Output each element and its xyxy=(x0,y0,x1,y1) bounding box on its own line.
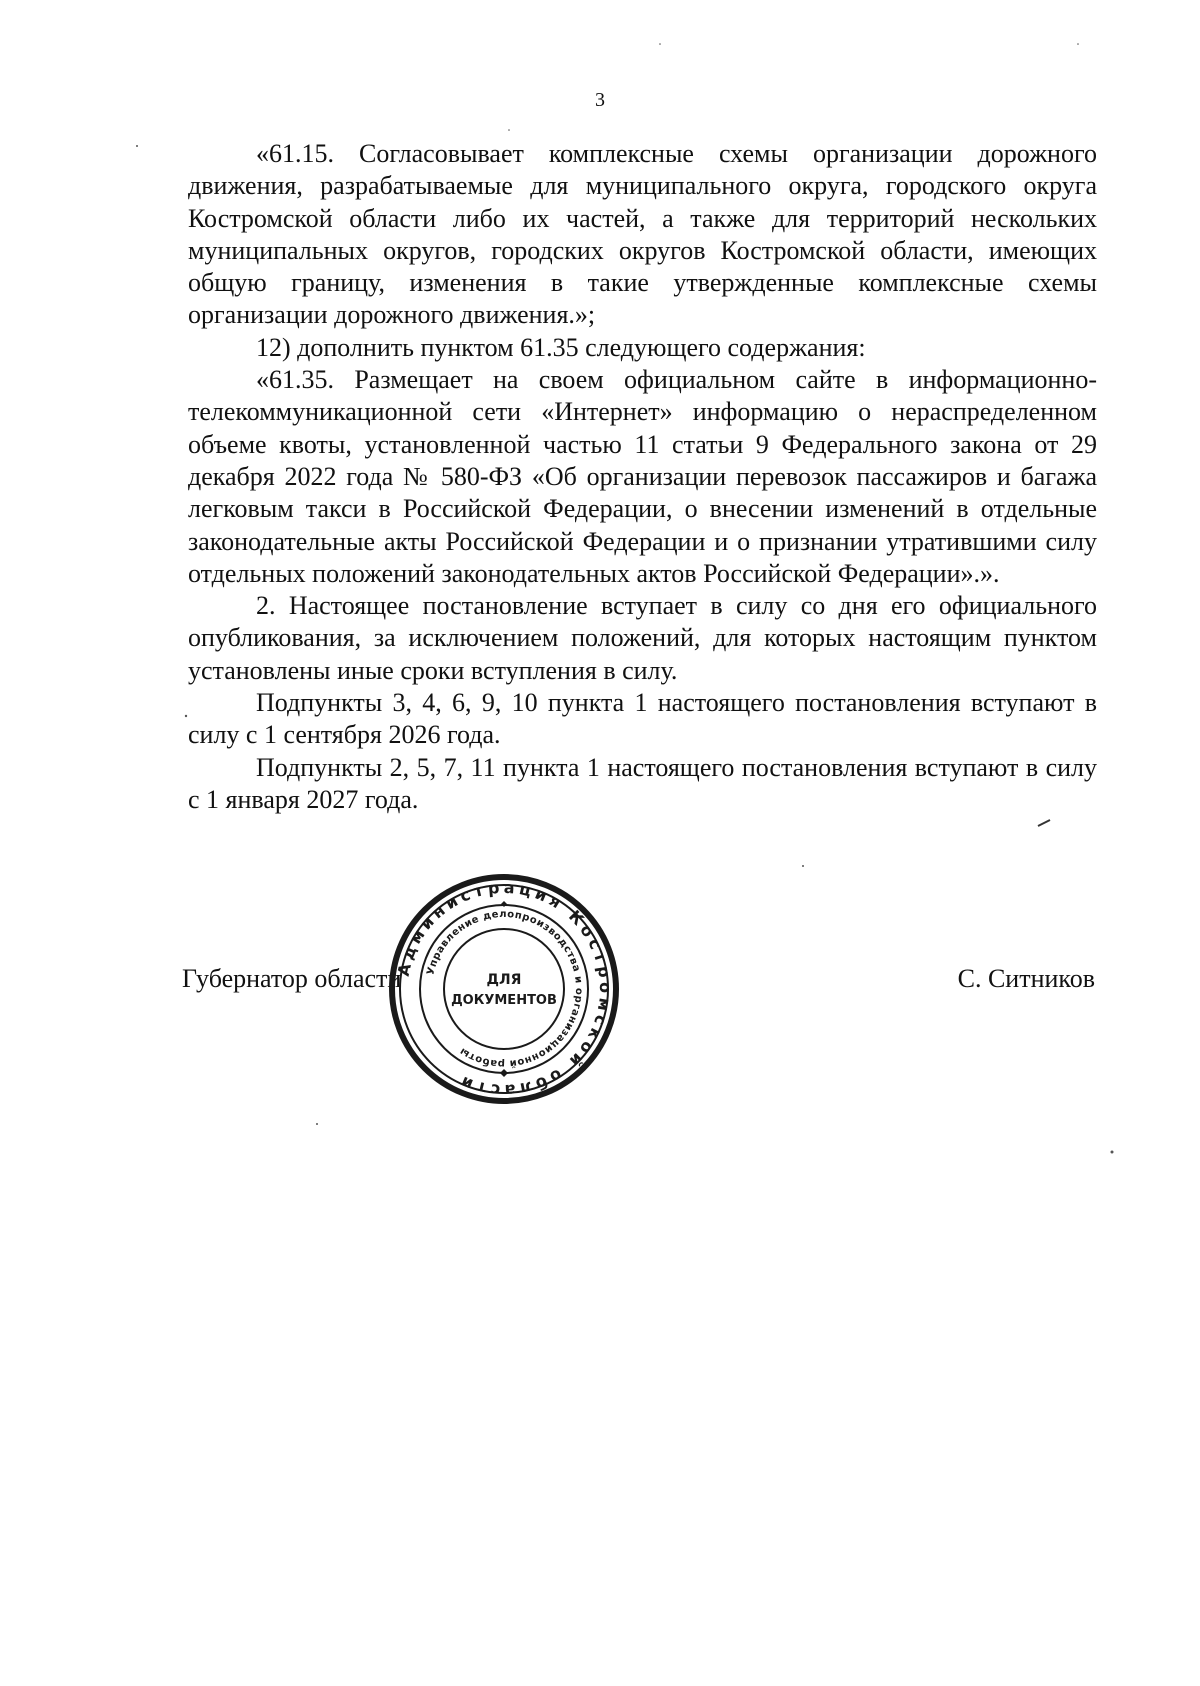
paragraph-effective-date: 2. Настоящее постановление вступает в силу со дня его официального опубликования, за исключением положений, для которых настоящим пунктом установлены иные сроки вступления в силу. xyxy=(188,591,1097,685)
paragraph-amendment-12: 12) дополнить пунктом 61.35 следующего содержания: xyxy=(256,332,866,362)
paragraph-61-35: «61.35. Размещает на своем официальном сайте в информационно-телекоммуникационной сети «Интернет» информацию о нераспределенном объеме квоты, установленной частью 11 статьи 9 Федерального закона от 29 декабря 2022 года № 580-ФЗ «Об организации перевозок пассажиров и багажа легковым такси в Российской Федерации, о внесении изменений в отдельные законодательные акты Российской Федерации и о признании утратившими силу отдельных положений законодательных актов Российской Федерации».». xyxy=(188,365,1097,588)
stamp-outer-text: Администрация Костромской области xyxy=(393,877,616,1101)
paragraph-subitems-2026: Подпункты 3, 4, 6, 9, 10 пункта 1 настоящего постановления вступают в силу с 1 сентября 2026 года. xyxy=(188,688,1097,750)
official-seal-stamp xyxy=(388,873,620,1105)
signer-title: Губернатор области xyxy=(182,964,402,993)
document-body xyxy=(188,138,1097,816)
stamp-center-line2: ДОКУМЕНТОВ xyxy=(451,993,557,1008)
page-number: 3 xyxy=(595,89,605,111)
signer-name: С. Ситников xyxy=(957,964,1095,993)
stamp-diamond-icons xyxy=(500,901,508,1077)
stamp-inner-text: Управление делопроизводства и организационной работы xyxy=(425,908,585,1070)
stamp-center-line1: ДЛЯ xyxy=(486,972,522,988)
paragraph-61-15: «61.15. Согласовывает комплексные схемы организации дорожного движения, разрабатываемые для муниципального округа, городского округа Костромской области либо их частей, а также для территорий нескольких муниципальных округов, городских округов Костромской области, имеющих общую границу, изменения в такие утвержденные комплексные схемы организации дорожного движения.»; xyxy=(188,139,1097,330)
paragraph-subitems-2027: Подпункты 2, 5, 7, 11 пункта 1 настоящего постановления вступают в силу с 1 января 2027 года. xyxy=(188,752,1097,814)
